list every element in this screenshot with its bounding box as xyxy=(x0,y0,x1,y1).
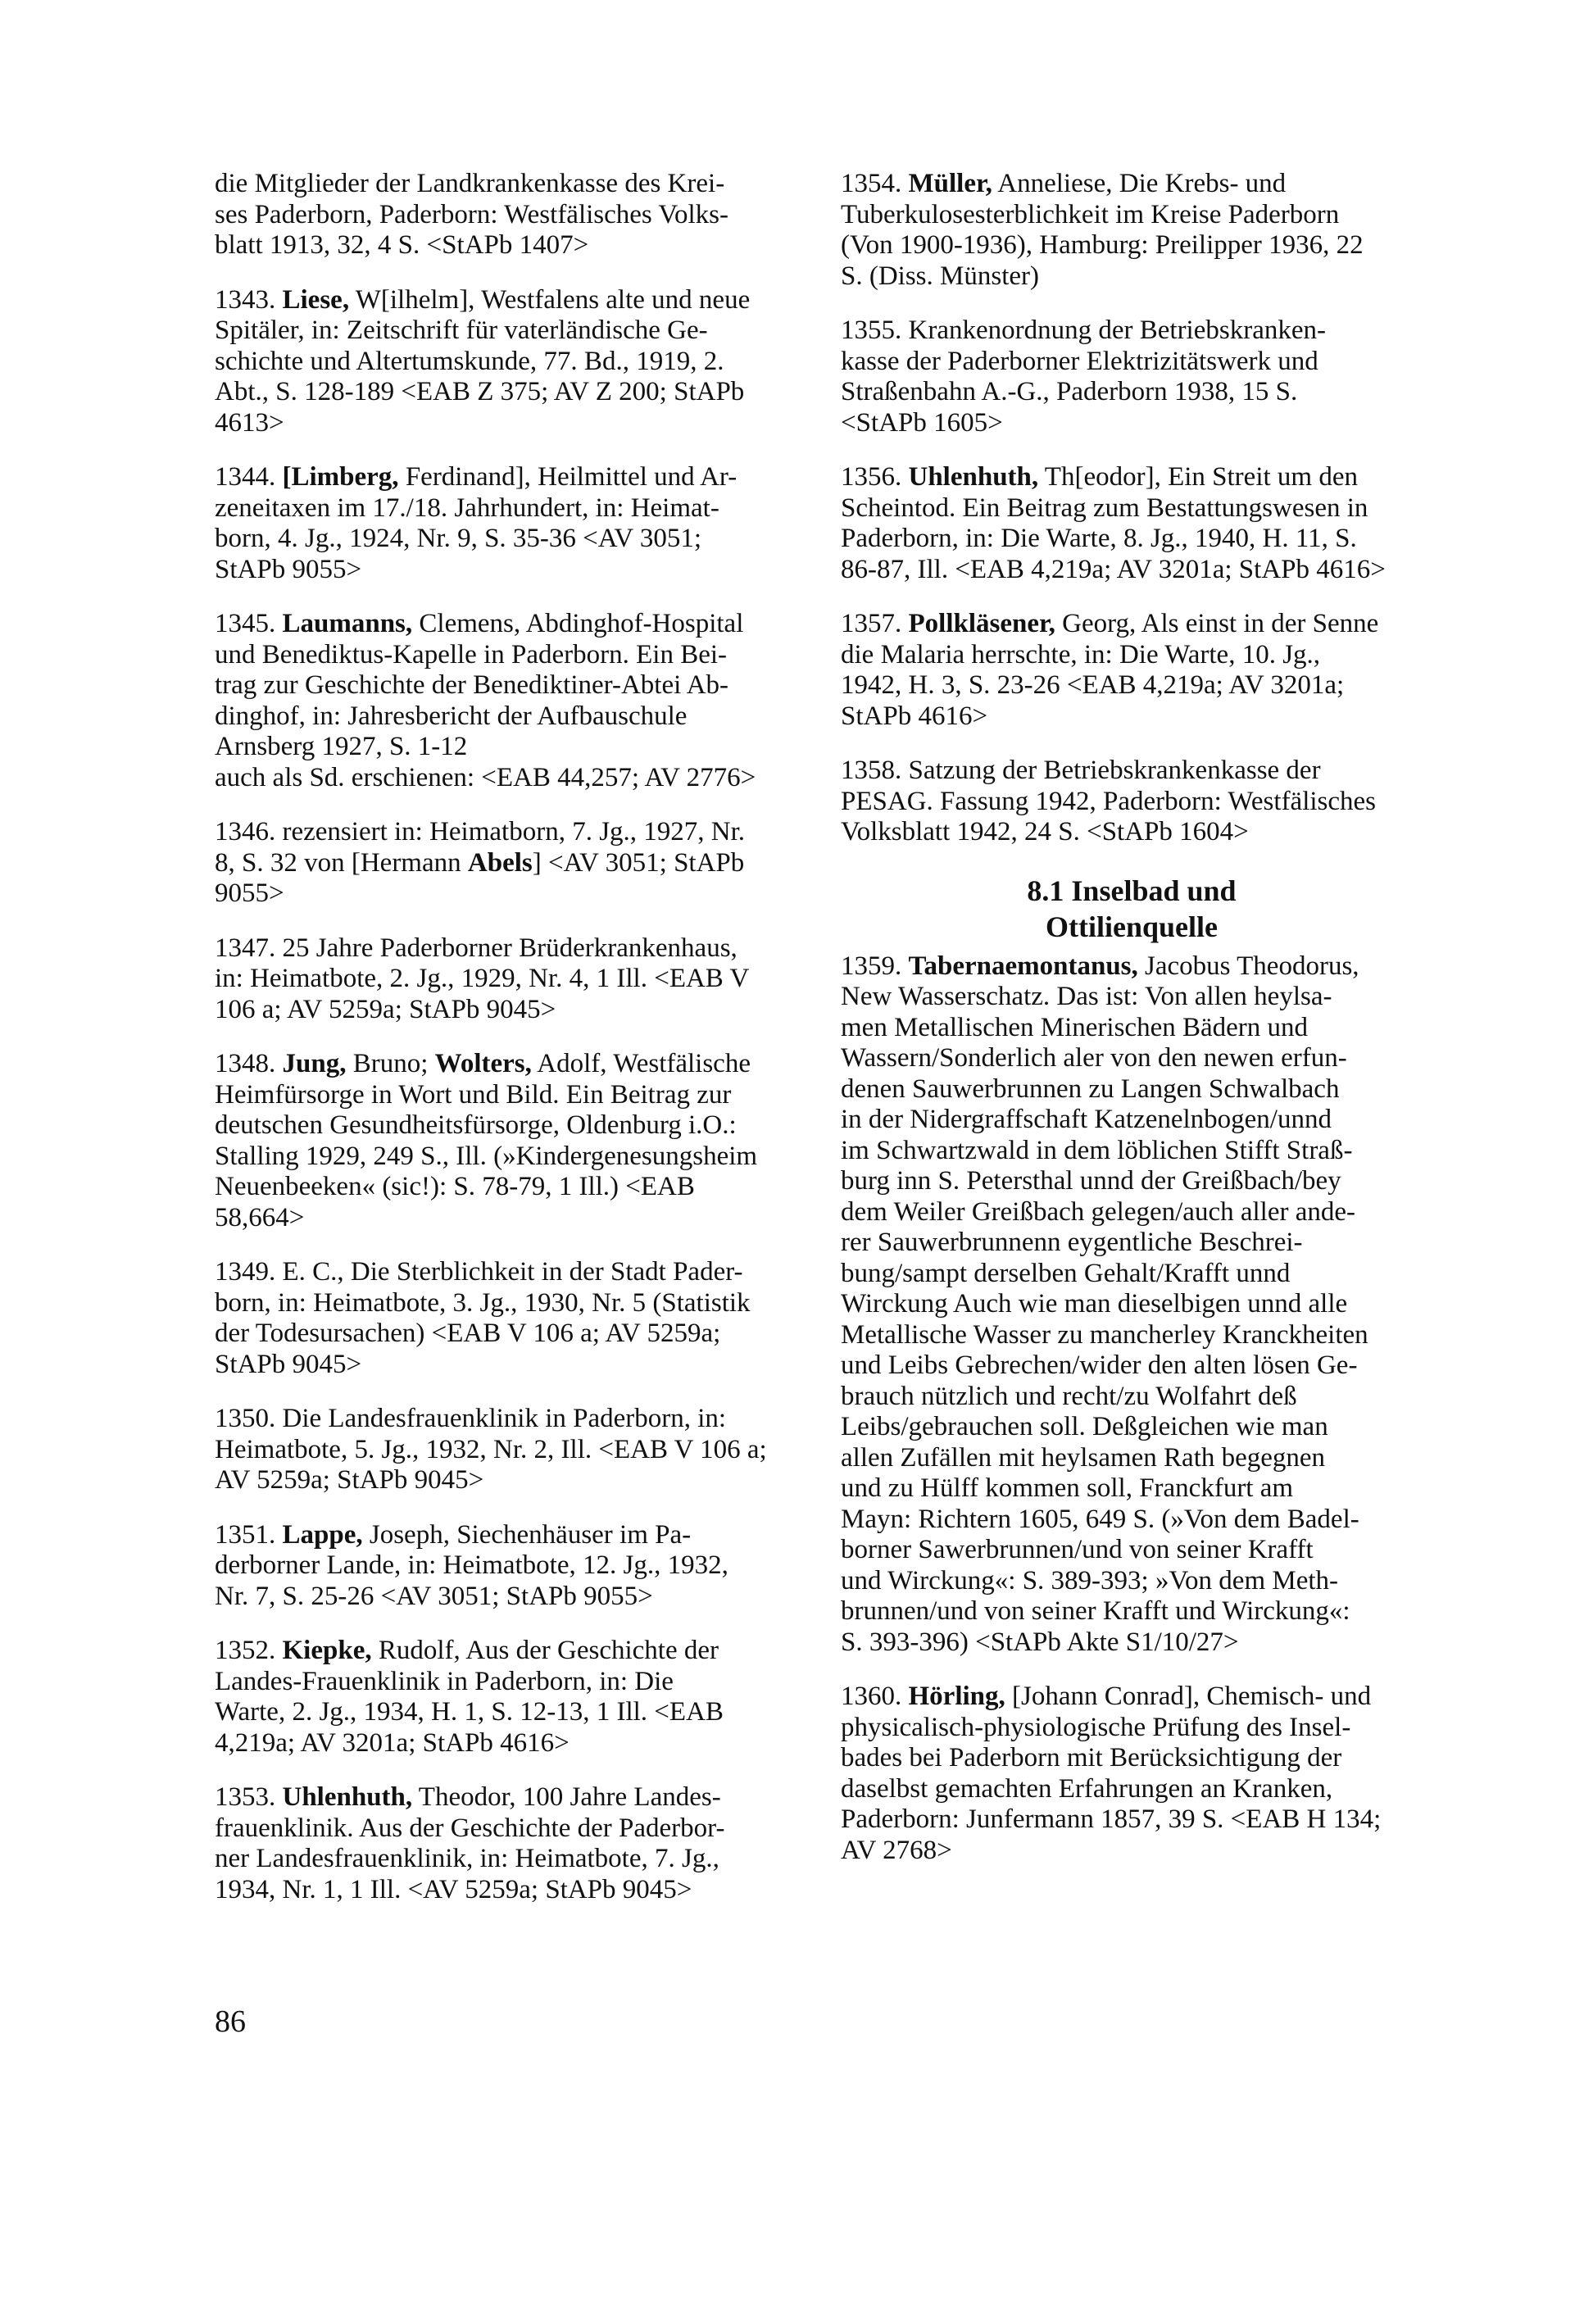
entry-text: 1348. xyxy=(215,1049,283,1078)
entry-line xyxy=(841,1505,1423,1536)
entry-line xyxy=(215,670,796,701)
entry-line xyxy=(215,995,796,1026)
entry-text: trag zur Geschichte der Benediktiner-Abtei Ab- xyxy=(215,670,729,700)
entry-line xyxy=(841,1566,1423,1597)
author-name: Kiepke, xyxy=(282,1636,372,1665)
entry-text: und Benediktus-Kapelle in Paderborn. Ein Bei- xyxy=(215,639,728,670)
entry-text: und zu Hülff kommen soll, Franckfurt am xyxy=(841,1473,1294,1503)
author-name: Lappe, xyxy=(282,1519,363,1550)
bibliography-entry-1356 xyxy=(841,462,1423,585)
entry-line xyxy=(841,756,1423,787)
entry-line xyxy=(215,1582,796,1613)
entry-line xyxy=(841,555,1423,586)
entry-text: brunnen/und von seiner Krafft und Wirckung«: xyxy=(841,1596,1350,1626)
entry-line xyxy=(215,285,796,316)
entry-text: Mayn: Richtern 1605, 649 S. (»Von dem Badel- xyxy=(841,1504,1359,1534)
entry-text: Stalling 1929, 249 S., Ill. (»Kindergenesungsheim xyxy=(215,1141,758,1171)
entry-line xyxy=(215,1080,796,1111)
entry-line xyxy=(841,1382,1423,1413)
entry-text: Jacobus Theodorus, xyxy=(1137,951,1359,981)
entry-line xyxy=(841,1289,1423,1320)
entry-text: die Mitglieder der Landkrankenkasse des Krei- xyxy=(215,169,725,198)
entry-line xyxy=(841,261,1423,293)
bibliography-entry-1355 xyxy=(841,315,1423,438)
entry-line xyxy=(215,701,796,733)
entry-line xyxy=(841,640,1423,671)
entry-text: 1344. xyxy=(215,462,283,492)
entry-line xyxy=(841,1136,1423,1167)
entry-line xyxy=(215,1782,796,1813)
entry-text: Tuberkulosesterblichkeit im Kreise Paderborn xyxy=(841,199,1340,229)
entry-text: und Wirckung«: S. 389-393; »Von dem Meth- xyxy=(841,1565,1339,1595)
bibliography-entry-1354 xyxy=(841,169,1423,292)
bibliography-entry-1360 xyxy=(841,1682,1423,1866)
entry-line xyxy=(215,1813,796,1845)
entry-text: AV 5259a; StAPb 9045> xyxy=(215,1465,484,1495)
entry-text: 1352. xyxy=(215,1636,283,1665)
entry-text: Landes-Frauenklinik in Paderborn, in: Die xyxy=(215,1666,674,1696)
entry-line xyxy=(841,609,1423,640)
entry-line xyxy=(841,817,1423,848)
author-name: Tabernaemontanus, xyxy=(908,951,1138,981)
entry-text: Arnsberg 1927, S. 1-12 xyxy=(215,732,468,761)
entry-line xyxy=(215,1172,796,1203)
bibliography-entry-1343 xyxy=(215,285,796,439)
entry-text: AV 2768> xyxy=(841,1835,952,1865)
entry-text: Metallische Wasser zu mancherley Kranckheiten xyxy=(841,1319,1368,1350)
bibliography-entry-1352 xyxy=(215,1636,796,1759)
entry-text: rer Sauwerbrunnenn eygentliche Beschrei- xyxy=(841,1228,1303,1257)
entry-text: Rudolf, Aus der Geschichte der xyxy=(371,1636,719,1665)
entry-text: PESAG. Fassung 1942, Paderborn: Westfälisches xyxy=(841,786,1377,816)
entry-line xyxy=(841,1627,1423,1659)
entry-text: brauch nützlich und recht/zu Wolfahrt deß xyxy=(841,1381,1297,1411)
entry-line xyxy=(841,524,1423,555)
entry-text: 1356. xyxy=(841,462,909,492)
entry-text: Heimatbote, 5. Jg., 1932, Nr. 2, Ill. <EAB V 106 a; xyxy=(215,1434,767,1464)
entry-text: 1349. E. C., Die Sterblichkeit in der Stadt Pader- xyxy=(215,1257,743,1287)
bibliography-entry-1346 xyxy=(215,817,796,910)
entry-text: 1345. xyxy=(215,609,283,638)
entry-text: und Leibs Gebrechen/wider den alten lösen Ge- xyxy=(841,1350,1358,1380)
bibliography-entry-1350 xyxy=(215,1404,796,1496)
entry-text: Volksblatt 1942, 24 S. <StAPb 1604> xyxy=(841,817,1249,847)
entry-text: schichte und Altertumskunde, 77. Bd., 1919, 2. xyxy=(215,346,724,376)
entry-line xyxy=(215,964,796,995)
entry-line xyxy=(215,200,796,231)
entry-line xyxy=(215,462,796,493)
author-name: Liese, xyxy=(282,284,350,315)
entry-text: 1358. Satzung der Betriebskrankenkasse der xyxy=(841,756,1321,785)
entry-line xyxy=(841,230,1423,261)
left-column xyxy=(215,169,796,1929)
entry-text: derborner Lande, in: Heimatbote, 12. Jg., 1932, xyxy=(215,1550,728,1580)
entry-line xyxy=(215,1550,796,1582)
entry-text: 4613> xyxy=(215,407,284,438)
entry-line xyxy=(215,1520,796,1551)
author-name: Uhlenhuth, xyxy=(908,462,1039,492)
entry-line xyxy=(215,878,796,910)
entry-line xyxy=(841,1074,1423,1105)
entry-line xyxy=(841,1228,1423,1259)
right-column-entries-top xyxy=(841,169,1423,848)
entry-line xyxy=(215,763,796,794)
author-name: Laumanns, xyxy=(282,609,413,638)
entry-line xyxy=(841,1836,1423,1867)
bibliography-entry-1345 xyxy=(215,609,796,793)
entry-line xyxy=(841,1713,1423,1744)
entry-text: auch als Sd. erschienen: <EAB 44,257; AV 2776> xyxy=(215,762,756,792)
entry-line xyxy=(841,408,1423,439)
author-name: [Limberg, xyxy=(282,462,399,492)
entry-text: 1353. xyxy=(215,1782,283,1812)
entry-line xyxy=(215,1049,796,1080)
entry-text: Scheintod. Ein Beitrag zum Bestattungswesen in xyxy=(841,492,1368,523)
entry-line xyxy=(841,462,1423,493)
entry-line xyxy=(215,1728,796,1759)
entry-text: <StAPb 1605> xyxy=(841,407,1003,438)
entry-line xyxy=(841,1443,1423,1474)
author-name: Wolters, xyxy=(434,1049,532,1078)
entry-text: (Von 1900-1936), Hamburg: Preilipper 1936, 22 xyxy=(841,230,1364,260)
entry-line xyxy=(841,1320,1423,1351)
entry-line xyxy=(215,1319,796,1350)
entry-line xyxy=(841,982,1423,1013)
entry-text: Abt., S. 128-189 <EAB Z 375; AV Z 200; StAPb xyxy=(215,377,745,406)
entry-text: Spitäler, in: Zeitschrift für vaterländische Ge- xyxy=(215,315,708,345)
entry-line xyxy=(841,493,1423,524)
entry-text: im Schwartzwald in dem löblichen Stifft Straß- xyxy=(841,1135,1353,1165)
entry-line xyxy=(841,1774,1423,1805)
entry-text: men Metallischen Minerischen Bädern und xyxy=(841,1012,1309,1042)
entry-line xyxy=(215,230,796,261)
entry-text: Straßenbahn A.-G., Paderborn 1938, 15 S. xyxy=(841,377,1298,406)
entry-text: Paderborn: Junfermann 1857, 39 S. <EAB H 134; xyxy=(841,1804,1382,1834)
entry-text: 1346. rezensiert in: Heimatborn, 7. Jg., 1927, Nr. xyxy=(215,817,746,847)
entry-text: New Wasserschatz. Das ist: Von allen heylsa- xyxy=(841,982,1332,1011)
bibliography-entry-1357 xyxy=(841,609,1423,732)
entry-line xyxy=(215,169,796,200)
entry-line xyxy=(841,377,1423,408)
bibliography-entry-1353 xyxy=(215,1782,796,1905)
entry-text: 1350. Die Landesfrauenklinik in Paderborn, in: xyxy=(215,1404,727,1433)
entry-text: Paderborn, in: Die Warte, 8. Jg., 1940, H. 11, S. xyxy=(841,524,1357,553)
entry-text: in: Heimatbote, 2. Jg., 1929, Nr. 4, 1 Ill. <EAB V xyxy=(215,964,750,993)
entry-line xyxy=(215,1636,796,1667)
entry-text: allen Zufällen mit heylsamen Rath begegnen xyxy=(841,1442,1326,1473)
entry-text: Leibs/gebrauchen soll. Deßgleichen wie man xyxy=(841,1412,1328,1441)
entry-text: kasse der Paderborner Elektrizitätswerk und xyxy=(841,346,1318,376)
entry-line xyxy=(215,347,796,378)
section-heading-line-2: Ottilienquelle xyxy=(1046,910,1218,943)
entry-text: 1351. xyxy=(215,1519,283,1550)
entry-line xyxy=(215,1875,796,1906)
entry-text: die Malaria herrschte, in: Die Warte, 10. Jg., xyxy=(841,639,1321,670)
entry-text: Joseph, Siechenhäuser im Pa- xyxy=(362,1519,692,1550)
entry-line xyxy=(215,408,796,439)
section-heading-line-1: 8.1 Inselbad und xyxy=(1027,874,1237,907)
entry-text: in der Nidergraffschaft Katzenelnbogen/unnd xyxy=(841,1105,1332,1134)
author-name: Hörling, xyxy=(908,1682,1005,1711)
entry-text: 1360. xyxy=(841,1682,909,1711)
entry-text: 1354. xyxy=(841,169,909,198)
entry-text: ses Paderborn, Paderborn: Westfälisches Volks- xyxy=(215,199,728,229)
entry-line xyxy=(215,555,796,586)
author-name: Abels xyxy=(467,847,533,878)
entry-line xyxy=(215,1667,796,1698)
entry-line xyxy=(841,347,1423,378)
entry-text: Adolf, Westfälische xyxy=(531,1049,751,1078)
entry-line xyxy=(841,169,1423,200)
entry-line xyxy=(841,701,1423,733)
entry-line xyxy=(215,1110,796,1142)
entry-text: Neuenbeeken« (sic!): S. 78-79, 1 Ill.) <EAB xyxy=(215,1172,695,1201)
entry-line xyxy=(841,1197,1423,1228)
entry-line xyxy=(215,1404,796,1435)
entry-text: Ferdinand], Heilmittel und Ar- xyxy=(398,462,738,492)
entry-text: W[ilhelm], Westfalens alte und neue xyxy=(349,284,751,315)
bibliography-entry-1359 xyxy=(841,951,1423,1659)
entry-line xyxy=(841,1350,1423,1382)
entry-line xyxy=(841,1535,1423,1566)
author-name: Pollkläsener, xyxy=(908,609,1055,638)
entry-text: S. 393-396) <StAPb Akte S1/10/27> xyxy=(841,1627,1239,1657)
entry-text: 1942, H. 3, S. 23-26 <EAB 4,219a; AV 3201a; xyxy=(841,670,1345,700)
entry-text: 1359. xyxy=(841,951,909,981)
entry-line xyxy=(215,817,796,848)
entry-line xyxy=(215,315,796,347)
entry-line xyxy=(215,848,796,879)
entry-text: 4,219a; AV 3201a; StAPb 4616> xyxy=(215,1727,570,1758)
entry-line xyxy=(841,1105,1423,1136)
entry-line xyxy=(841,1013,1423,1044)
entry-text: [Johann Conrad], Chemisch- und xyxy=(1005,1682,1372,1711)
entry-text: bung/sampt derselben Gehalt/Krafft unnd xyxy=(841,1258,1291,1288)
entry-line xyxy=(841,1259,1423,1290)
entry-text: StAPb 9055> xyxy=(215,554,362,584)
entry-text: Heimfürsorge in Wort und Bild. Ein Beitrag zur xyxy=(215,1079,732,1110)
entry-text: 8, S. 32 von [Hermann xyxy=(215,847,468,878)
entry-text: Georg, Als einst in der Senne xyxy=(1055,609,1379,638)
entry-text: Th[eodor], Ein Streit um den xyxy=(1038,462,1358,492)
entry-line xyxy=(841,1043,1423,1074)
entry-text: 1347. 25 Jahre Paderborner Brüderkrankenhaus, xyxy=(215,933,738,963)
entry-text: 9055> xyxy=(215,878,284,908)
entry-text: dinghof, in: Jahresbericht der Aufbauschule xyxy=(215,701,688,731)
entry-line xyxy=(215,732,796,763)
bibliography-entry-1349 xyxy=(215,1257,796,1380)
entry-text: dem Weiler Greißbach gelegen/auch aller ande- xyxy=(841,1196,1355,1227)
entry-line xyxy=(841,1166,1423,1197)
entry-text: Wirckung Auch wie man dieselbigen unnd alle xyxy=(841,1289,1348,1319)
entry-line xyxy=(215,1465,796,1496)
entry-text: Wassern/Sonderlich aler von den newen erfun- xyxy=(841,1043,1347,1073)
entry-text: blatt 1913, 32, 4 S. <StAPb 1407> xyxy=(215,230,589,260)
entry-line xyxy=(215,1142,796,1173)
entry-line xyxy=(215,1203,796,1234)
bibliography-entry-1344 xyxy=(215,462,796,585)
entry-text: ] <AV 3051; StAPb xyxy=(532,847,745,878)
entry-text: 1355. Krankenordnung der Betriebskranken- xyxy=(841,315,1326,345)
entry-text: bades bei Paderborn mit Berücksichtigung der xyxy=(841,1743,1342,1773)
entry-text: StAPb 9045> xyxy=(215,1349,362,1379)
right-column-entries-bottom xyxy=(841,951,1423,1867)
entry-line xyxy=(841,1412,1423,1443)
entry-text: physicalisch-physiologische Prüfung des Insel- xyxy=(841,1712,1351,1742)
entry-text: borner Sawerbrunnen/und von seiner Krafft xyxy=(841,1535,1314,1564)
entry-line xyxy=(841,1682,1423,1713)
bibliography-entry-1347 xyxy=(215,933,796,1026)
entry-text: S. (Diss. Münster) xyxy=(841,261,1040,291)
entry-text: ner Landesfrauenklinik, in: Heimatbote, 7. Jg., xyxy=(215,1844,719,1873)
author-name: Müller, xyxy=(908,169,992,198)
entry-line xyxy=(841,1473,1423,1505)
entry-text: der Todesursachen) <EAB V 106 a; AV 5259a; xyxy=(215,1319,721,1348)
entry-text: StAPb 4616> xyxy=(841,701,988,731)
author-name: Jung, xyxy=(282,1049,347,1078)
entry-text: Warte, 2. Jg., 1934, H. 1, S. 12-13, 1 Ill. <EAB xyxy=(215,1697,724,1727)
entry-line xyxy=(215,640,796,671)
bibliography-entry-1351 xyxy=(215,1520,796,1613)
entry-line xyxy=(841,787,1423,818)
entry-text: 1357. xyxy=(841,609,909,638)
entry-text: frauenklinik. Aus der Geschichte der Paderbor- xyxy=(215,1813,725,1843)
entry-text: 1343. xyxy=(215,284,283,315)
entry-line xyxy=(215,933,796,965)
entry-text: denen Sauwerbrunnen zu Langen Schwalbach xyxy=(841,1073,1340,1104)
entry-line xyxy=(841,951,1423,983)
entry-text: Anneliese, Die Krebs- und xyxy=(992,169,1287,198)
author-name: Uhlenhuth, xyxy=(282,1782,413,1812)
bibliography-entry-cont xyxy=(215,169,796,261)
entry-line xyxy=(841,1743,1423,1774)
entry-text: Clemens, Abdinghof-Hospital xyxy=(412,609,744,638)
entry-line xyxy=(215,1697,796,1728)
bibliography-entry-1348 xyxy=(215,1049,796,1233)
entry-text: born, 4. Jg., 1924, Nr. 9, S. 35-36 <AV 3051; xyxy=(215,524,702,553)
entry-line xyxy=(215,609,796,640)
entry-line xyxy=(841,1596,1423,1627)
entry-line xyxy=(215,1435,796,1466)
section-heading xyxy=(841,873,1423,945)
bibliography-entry-1358 xyxy=(841,756,1423,848)
entry-line xyxy=(215,1288,796,1319)
entry-line xyxy=(215,1350,796,1381)
entry-text: 86-87, Ill. <EAB 4,219a; AV 3201a; StAPb 4616> xyxy=(841,554,1386,584)
entry-text: daselbst gemachten Erfahrungen an Kranken, xyxy=(841,1773,1333,1804)
entry-line xyxy=(841,1804,1423,1836)
entry-line xyxy=(215,377,796,408)
entry-text: 106 a; AV 5259a; StAPb 9045> xyxy=(215,994,556,1024)
entry-line xyxy=(841,670,1423,701)
entry-text: born, in: Heimatbote, 3. Jg., 1930, Nr. 5 (Statistik xyxy=(215,1287,751,1318)
entry-text: Nr. 7, S. 25-26 <AV 3051; StAPb 9055> xyxy=(215,1581,653,1611)
entry-line xyxy=(215,493,796,524)
entry-line xyxy=(841,200,1423,231)
entry-text: Bruno; xyxy=(346,1049,435,1078)
right-column xyxy=(841,169,1423,1890)
entry-text: 1934, Nr. 1, 1 Ill. <AV 5259a; StAPb 9045> xyxy=(215,1874,692,1904)
entry-line xyxy=(215,1844,796,1875)
entry-text: zeneitaxen im 17./18. Jahrhundert, in: Heimat- xyxy=(215,492,719,523)
entry-line xyxy=(215,524,796,555)
entry-line xyxy=(215,1257,796,1288)
entry-text: Theodor, 100 Jahre Landes- xyxy=(412,1782,721,1812)
entry-text: deutschen Gesundheitsfürsorge, Oldenburg i.O.: xyxy=(215,1110,737,1140)
entry-text: burg inn S. Petersthal unnd der Greißbach/bey xyxy=(841,1166,1341,1196)
entry-text: 58,664> xyxy=(215,1202,305,1232)
entry-line xyxy=(841,315,1423,347)
page-number: 86 xyxy=(215,2004,246,2039)
